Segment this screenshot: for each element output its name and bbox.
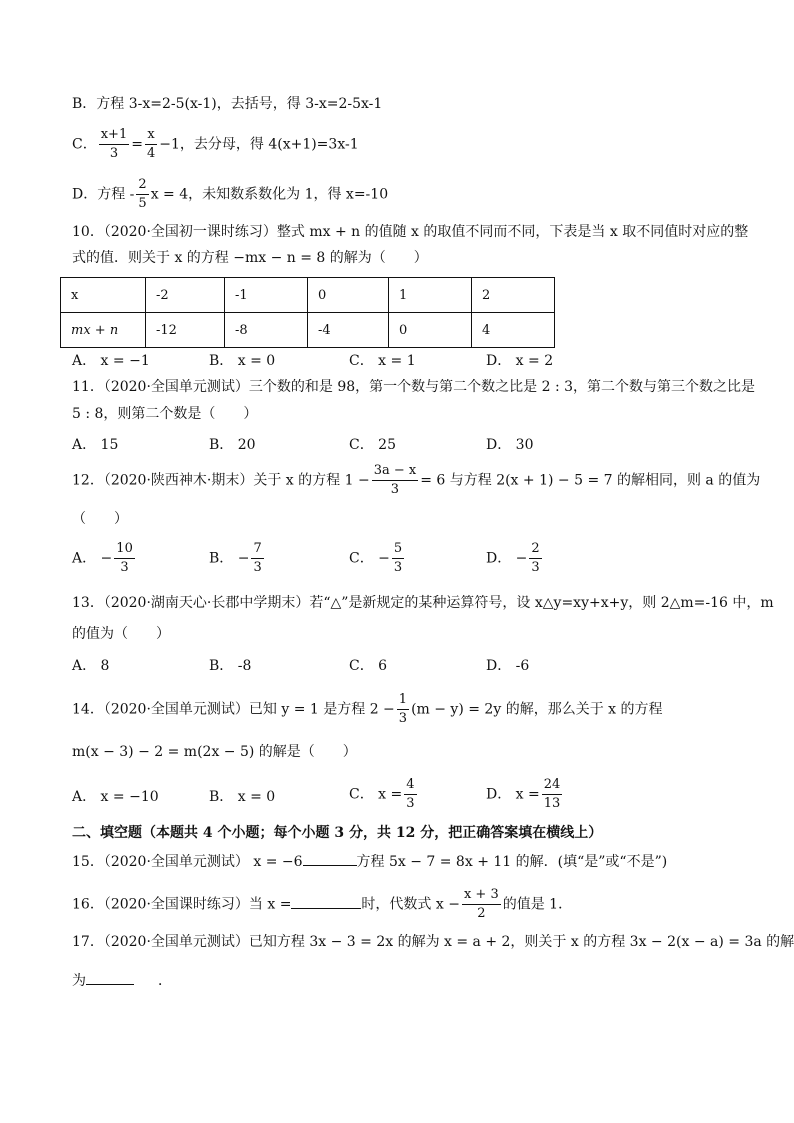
q11-stem-line1: 11．（2020·全国单元测试）三个数的和是 98，第一个数与第二个数之比是 2 : 3，第二个数与第三个数之比是 [72,379,756,395]
option-c[interactable]: C． 6 [349,658,388,674]
q12-stem-line2: （ ） [72,511,128,527]
fraction: $\frac{x}{4}$ [146,127,156,161]
table-cell: -12 [146,313,225,348]
answer-blank[interactable] [303,851,357,866]
table-cell: x [61,278,146,313]
option-c[interactable]: C． x = 1 [349,353,416,369]
table-row [61,313,555,348]
table-cell: -8 [225,313,308,348]
section-heading: 二、填空题（本题共 4 个小题；每个小题 3 分，共 12 分，把正确答案填在横线上） [72,825,603,841]
q10-stem-line1: 10．（2020·全国初一课时练习）整式 mx + n 的值随 x 的取值不同而不同，下表是当 x 取不同值时对应的整 [72,224,749,240]
option-b[interactable]: B． 20 [209,437,256,453]
q13-stem-line1: 13．（2020·湖南天心·长郡中学期末）若“△”是新规定的某种运算符号，设 x△y=xy+x+y，则 2△m=-16 中，m [72,595,774,611]
table-row [61,278,555,313]
option-a[interactable]: A． 8 [72,658,110,674]
q15-stem: 15．（2020·全国单元测试） x = −6 方程 5x − 7 = 8x + 11 的解．(填“是”或“不是”) [72,851,667,872]
q17-stem-line2: 为 ． [72,970,172,991]
q10-stem-line2: 式的值．则关于 x 的方程 −mx − n = 8 的解为（ ） [72,250,428,266]
option-a[interactable]: A． − $\frac{10}{3}$ [72,541,133,575]
q14-stem-line1: 14．（2020·全国单元测试）已知 y = 1 是方程 2 − $\frac{1}{3}$ (m − y) = 2y 的解，那么关于 x 的方程 [72,692,663,726]
option-b[interactable]: B． − $\frac{7}{3}$ [209,541,262,575]
table-cell: 2 [472,278,555,313]
option-c[interactable]: C． − $\frac{5}{3}$ [349,541,403,575]
value-table [60,277,555,348]
fraction: $\frac{3a - x}{3}$ [373,463,417,497]
option-d[interactable]: D． 30 [486,437,534,453]
q11-stem-line2: 5 : 8，则第二个数是（ ） [72,406,258,422]
option-b[interactable]: B． x = 0 [209,353,276,369]
option-b[interactable]: B． x = 0 [209,789,276,805]
q17-stem-line1: 17．（2020·全国单元测试）已知方程 3x − 3 = 2x 的解为 x = a + 2，则关于 x 的方程 3x − 2(x − a) = 3a 的解 [72,934,794,950]
q9-option-c: C． $\frac{x+1}{3}$ = $\frac{x}{4}$ −1，去分母，得 4(x+1)=3x-1 [72,127,359,161]
option-d[interactable]: D． x = $\frac{24}{13}$ [486,777,561,811]
option-c[interactable]: C． 25 [349,437,396,453]
table-cell: -1 [225,278,308,313]
fraction: $\frac{1}{3}$ [398,692,408,726]
option-a[interactable]: A． x = −10 [72,789,159,805]
fraction: $\frac{x + 3}{2}$ [463,887,499,921]
fraction: $\frac{x+1}{3}$ [100,127,128,161]
table-cell: 0 [308,278,389,313]
table-cell: 0 [389,313,472,348]
fraction: $\frac{2}{5}$ [138,177,147,211]
option-d[interactable]: D． − $\frac{2}{3}$ [486,541,540,575]
option-d[interactable]: D． -6 [486,658,530,674]
option-a[interactable]: A． x = −1 [72,353,150,369]
q12-stem-line1: 12．（2020·陕西神木·期末）关于 x 的方程 1 − $\frac{3a - x}{3}$ = 6 与方程 2(x + 1) − 5 = 7 的解相同，则 a 的值为 [72,463,761,497]
table-cell: 4 [472,313,555,348]
option-a[interactable]: A． 15 [72,437,119,453]
table-cell: -2 [146,278,225,313]
answer-blank[interactable] [291,894,361,909]
q14-stem-line2: m(x − 3) − 2 = m(2x − 5) 的解是（ ） [72,744,357,760]
q9-option-b: B．方程 3-x=2-5(x-1)，去括号，得 3-x=2-5x-1 [72,96,383,112]
table-cell: -4 [308,313,389,348]
q16-stem: 16．（2020·全国课时练习）当 x = 时，代数式 x − $\frac{x + 3}{2}$ 的值是 1． [72,887,573,921]
option-b[interactable]: B． -8 [209,658,252,674]
answer-blank[interactable] [86,970,134,985]
q9-option-d: D．方程 - $\frac{2}{5}$ x = 4，未知数系数化为 1，得 x=-10 [72,177,389,211]
table-cell: mx + n [61,313,146,348]
table-cell: 1 [389,278,472,313]
q13-stem-line2: 的值为（ ） [72,626,170,642]
option-d[interactable]: D． x = 2 [486,353,554,369]
option-c[interactable]: C． x = $\frac{4}{3}$ [349,777,415,811]
